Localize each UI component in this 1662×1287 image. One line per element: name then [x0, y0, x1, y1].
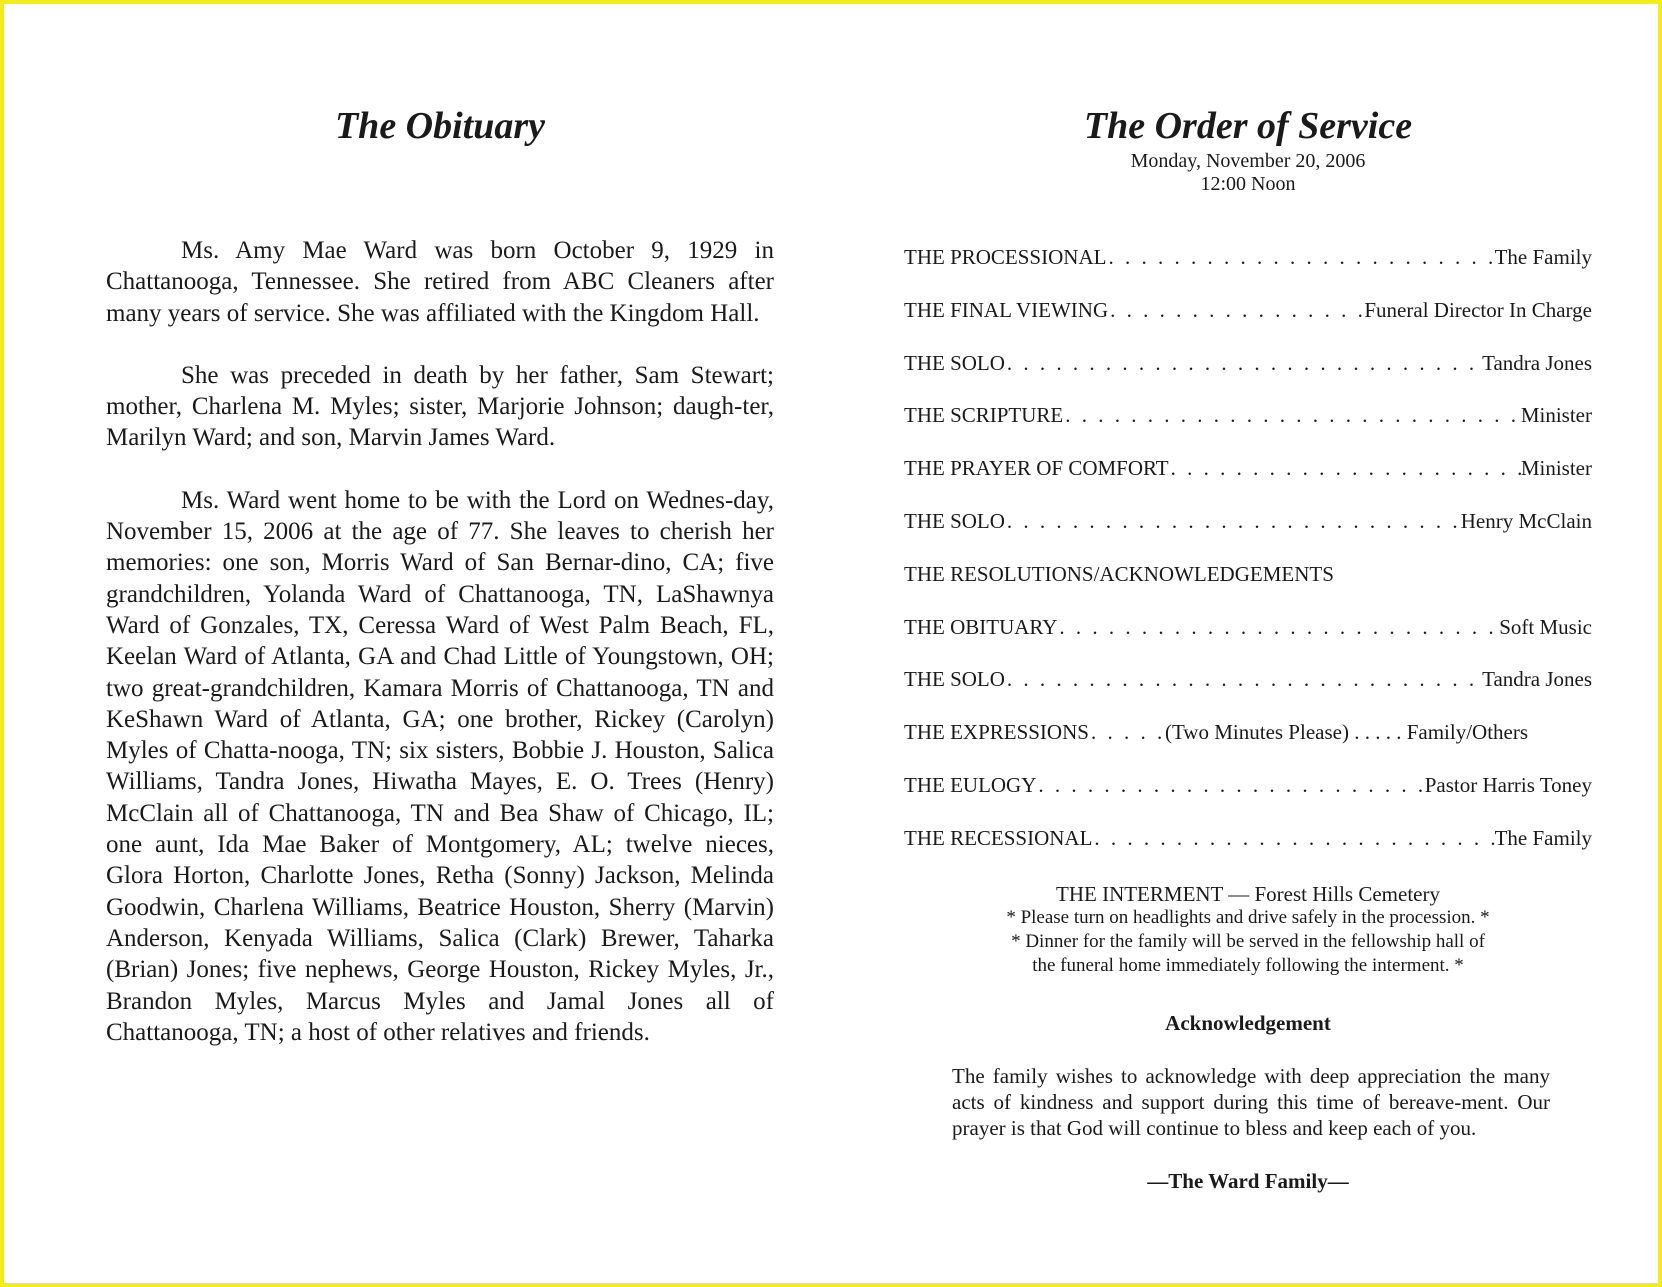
program-part: THE SCRIPTURE: [904, 403, 1064, 428]
dot-leader: [1036, 773, 1424, 798]
program-participant: The Family: [1494, 245, 1592, 269]
program-participant: Minister: [1520, 403, 1592, 428]
program-participant: (Two Minutes Please) . . . . . Family/Others: [1164, 720, 1529, 745]
dot-leader: [1169, 456, 1521, 481]
service-time: 12:00 Noon: [1200, 173, 1296, 195]
dot-leader: [1057, 615, 1499, 640]
program-part: THE RESOLUTIONS/ACKNOWLEDGEMENTS: [904, 561, 1334, 586]
dot-leader: [1089, 720, 1165, 745]
dot-leader: [1005, 351, 1482, 376]
program-item: [904, 456, 1592, 509]
program-part: THE FINAL VIEWING: [904, 297, 1109, 322]
program-participant: Minister: [1520, 456, 1592, 481]
program-item: [904, 403, 1592, 456]
interment-note-dinner: * Dinner for the family will be served in the fellowship hall of: [1011, 931, 1485, 952]
program-part: THE SOLO: [904, 508, 1005, 533]
program-participant: Henry McClain: [1460, 508, 1592, 533]
obituary-paragraph-preceded: She was preceded in death by her father, Sam Stewart; mother, Charlena M. Myles; sister, Marjorie Johnson; daugh-ter, Marilyn Ward; and son, Marvin James Ward.: [106, 361, 774, 452]
dot-leader: [1108, 298, 1364, 323]
program-part: THE PROCESSIONAL: [904, 245, 1107, 269]
program-item: [904, 351, 1592, 404]
obituary-paragraph-birth: Ms. Amy Mae Ward was born October 9, 1929 in Chattanooga, Tennessee. She retired from ABC Cleaners after many years of service. She was affiliated with the Kingdom Hall.: [106, 237, 774, 327]
dot-leader: [1005, 667, 1482, 692]
service-datetime: [904, 150, 1592, 196]
program-item: [904, 615, 1592, 668]
program-participant: Pastor Harris Toney: [1424, 772, 1592, 797]
acknowledgement-signature: —The Ward Family—: [1147, 1169, 1349, 1193]
program-list: [904, 245, 1592, 879]
program-participant: Funeral Director In Charge: [1364, 297, 1592, 322]
program-item: [904, 773, 1592, 826]
program-item: [904, 562, 1592, 615]
acknowledgement-body: The family wishes to acknowledge with deep appreciation the many acts of kindness and support during this time of bereave-ment. Our prayer is that God will continue to bless and keep each of you.: [952, 1064, 1550, 1140]
program-item: [904, 826, 1592, 879]
program-part: THE PRAYER OF COMFORT: [904, 456, 1169, 481]
service-heading: The Order of Service: [1083, 105, 1413, 147]
program-participant: Tandra Jones: [1482, 350, 1592, 375]
acknowledgement-title: Acknowledgement: [1165, 1011, 1331, 1035]
interment-title: THE INTERMENT — Forest Hills Cemetery: [1056, 882, 1440, 906]
obituary-body: [106, 235, 774, 1079]
obituary-heading: The Obituary: [334, 105, 546, 147]
program-item: [904, 245, 1592, 298]
program-participant: The Family: [1494, 825, 1592, 850]
program-item: [904, 667, 1592, 720]
program-part: THE EULOGY: [904, 772, 1037, 797]
program-part: THE OBITUARY: [904, 614, 1058, 639]
program-participant: Soft Music: [1499, 614, 1592, 639]
interment-note-dinner-cont: the funeral home immediately following the interment. *: [1032, 955, 1464, 976]
dot-leader: [1005, 509, 1461, 534]
service-date: Monday, November 20, 2006: [1130, 150, 1366, 172]
program-item: [904, 720, 1592, 773]
program-part: THE RECESSIONAL: [904, 825, 1093, 850]
interment-note-headlights: * Please turn on headlights and drive safely in the procession. *: [1006, 907, 1490, 928]
program-participant: Tandra Jones: [1482, 667, 1592, 692]
program-item: [904, 298, 1592, 351]
program-part: THE SOLO: [904, 667, 1005, 692]
dot-leader: [1092, 826, 1494, 851]
program-item: [904, 509, 1592, 562]
dot-leader: [1063, 403, 1521, 428]
dot-leader: [1106, 245, 1494, 270]
interment-block: [904, 882, 1592, 978]
program-part: THE EXPRESSIONS: [904, 720, 1089, 745]
obituary-paragraph-survivors: Ms. Ward went home to be with the Lord on Wednes-day, November 15, 2006 at the age of 77. She leaves to cherish her memories: one son, Morris Ward of San Bernar-dino, CA; five grandchildren, Yolanda Ward of Chattanooga, TN, LaShawnya Ward of Gonzales, TX, Ceressa Ward of West Palm Beach, FL, Keelan Ward of Atlanta, GA and Chad Little of Youngstown, OH; two great-grandchildren, Kamara Morris of Chattanooga, TN and KeShawn Ward of Atlanta, GA; one brother, Rickey (Carolyn) Myles of Chatta-nooga, TN; six sisters, Bobbie J. Houston, Salica Williams, Tandra Jones, Hiwatha Mayes, E. O. Trees (Henry) McClain all of Chattanooga, TN and Bea Shaw of Chicago, IL; one aunt, Ida Mae Baker of Montgomery, AL; twelve nieces, Glora Horton, Charlotte Jones, Retha (Sonny) Jackson, Melinda Goodwin, Charlena Williams, Beatrice Houston, Sherry (Marvin) Anderson, Kenyada Williams, Salica (Clark) Brewer, Taharka (Brian) Jones; five nephews, George Houston, Rickey Myles, Jr., Brandon Myles, Marcus Myles and Jamal Jones all of Chattanooga, TN; a host of other relatives and friends.: [106, 486, 774, 1046]
program-part: THE SOLO: [904, 350, 1005, 375]
